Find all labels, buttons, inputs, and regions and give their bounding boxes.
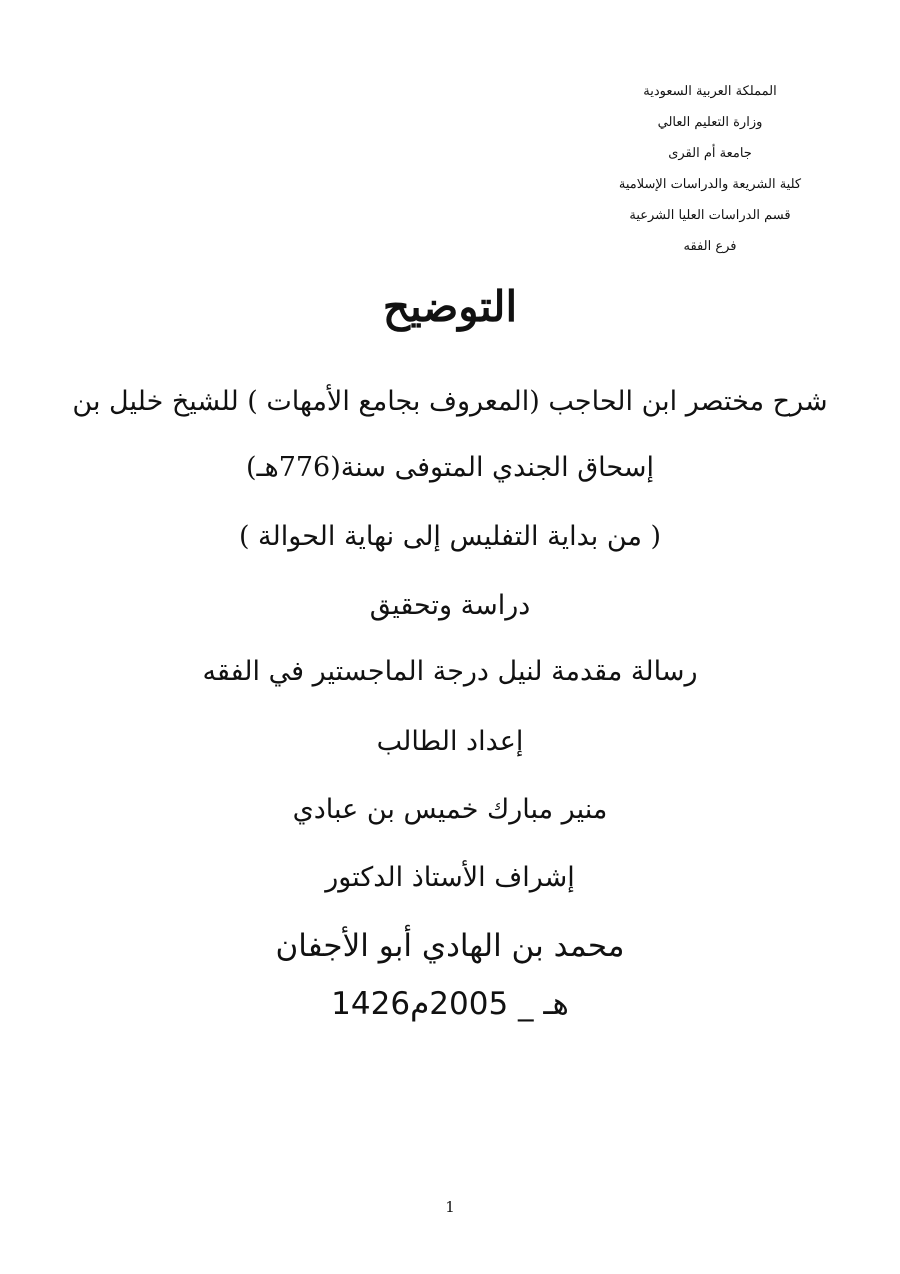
supervision-label: إشراف الأستاذ الدكتور xyxy=(325,862,575,893)
document-title: التوضيح xyxy=(382,282,518,331)
header-line-country: المملكة العربية السعودية xyxy=(643,84,777,99)
page-number: 1 xyxy=(445,1198,455,1216)
study-label: دراسة وتحقيق xyxy=(369,590,531,621)
subtitle-line-3: ( من بداية التفليس إلى نهاية الحوالة ) xyxy=(238,521,662,552)
header-line-college: كلية الشريعة والدراسات الإسلامية xyxy=(618,177,802,192)
subtitle-line-1: شرح مختصر ابن الحاجب (المعروف بجامع الأمهات ) للشيخ خليل بن xyxy=(72,386,828,417)
supervisor-name: محمد بن الهادي أبو الأجفان xyxy=(275,928,625,964)
institution-header xyxy=(610,76,810,262)
prepared-by-label: إعداد الطالب xyxy=(376,726,524,757)
subtitle-line-2: إسحاق الجندي المتوفى سنة(776هـ) xyxy=(246,452,654,483)
submission-date: 1426هـ _ 2005م xyxy=(331,986,569,1022)
header-line-university: جامعة أم القرى xyxy=(668,146,752,161)
header-line-department: قسم الدراسات العليا الشرعية xyxy=(629,208,791,223)
student-name: منير مبارك خميس بن عبادي xyxy=(292,794,608,825)
thesis-statement: رسالة مقدمة لنيل درجة الماجستير في الفقه xyxy=(202,656,698,687)
header-line-branch: فرع الفقه xyxy=(683,239,737,254)
header-line-ministry: وزارة التعليم العالي xyxy=(657,115,763,130)
